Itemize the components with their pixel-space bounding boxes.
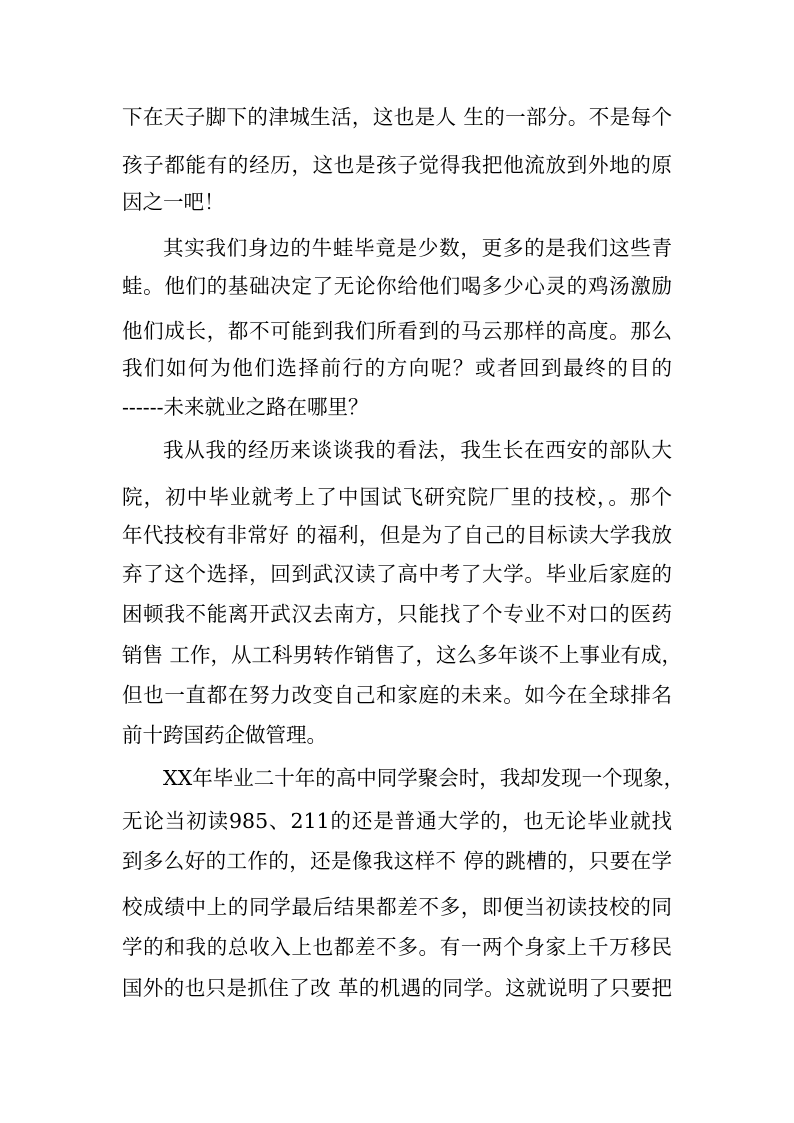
text-line: 孩子都能有的经历，这也是孩子觉得我把他流放到外地的原 (122, 153, 672, 177)
text-line: 院，初中毕业就考上了中国试飞研究院厂里的技校，。那个 (122, 485, 672, 509)
text-line: ------未来就业之路在哪里？ (122, 395, 369, 419)
text-line: 无论当初读985、211的还是普通大学的，也无论毕业就找 (122, 809, 672, 833)
paragraph-3-line-6 (0, 640, 794, 670)
paragraph-2-line-5 (0, 392, 794, 422)
paragraph-1-line-3 (0, 187, 794, 217)
text-line: 年代技校有非常好 的福利，但是为了自己的目标读大学我放 (122, 523, 672, 547)
paragraph-4-line-6 (0, 973, 794, 1003)
paragraph-2-line-1 (0, 233, 794, 263)
paragraph-4-line-1 (0, 763, 794, 793)
text-line: 困顿我不能离开武汉去南方，只能找了个专业不对口的医药 (122, 602, 672, 626)
paragraph-3-line-8 (0, 720, 794, 750)
paragraph-4-line-2 (0, 806, 794, 836)
text-line: 但也一直都在努力改变自己和家庭的未来。如今在全球排名 (122, 683, 672, 707)
paragraph-3-line-3 (0, 520, 794, 550)
paragraph-2-line-3 (0, 316, 794, 346)
paragraph-3-line-1 (0, 435, 794, 465)
text-line: 前十跨国药企做管理。 (122, 723, 327, 747)
paragraph-2-line-4 (0, 353, 794, 383)
paragraph-3-line-4 (0, 559, 794, 589)
text-line: 国外的也只是抓住了改 革的机遇的同学。这就说明了只要把 (122, 976, 672, 1000)
paragraph-3-line-7 (0, 680, 794, 710)
text-line: 我从我的经历来谈谈我的看法，我生长在西安的部队大 (163, 438, 672, 462)
paragraph-3-line-2 (0, 482, 794, 512)
text-line: 他们成长，都不可能到我们所看到的马云那样的高度。那么 (122, 319, 672, 343)
text-line: 下在天子脚下的津城生活，这也是人 生的一部分。不是每个 (122, 105, 672, 129)
text-line: 到多么好的工作的，还是像我这样不 停的跳槽的，只要在学 (122, 849, 672, 873)
text-line: 我们如何为他们选择前行的方向呢？或者回到最终的目的 (122, 356, 672, 380)
text-line: 蛙。他们的基础决定了无论你给他们喝多少心灵的鸡汤激励 (122, 274, 672, 298)
text-line: 其实我们身边的牛蛙毕竟是少数，更多的是我们这些青 (163, 236, 672, 260)
text-line: 弃了这个选择，回到武汉读了高中考了大学。毕业后家庭的 (122, 562, 672, 586)
text-line: 校成绩中上的同学最后结果都差不多，即便当初读技校的同 (122, 895, 672, 919)
paragraph-4-line-3 (0, 846, 794, 876)
text-line: 销售 工作，从工科男转作销售了，这么多年谈不上事业有成， (122, 643, 683, 667)
paragraph-4-line-5 (0, 932, 794, 962)
text-line: XX年毕业二十年的高中同学聚会时，我却发现一个现象， (163, 766, 685, 790)
paragraph-2-line-2 (0, 271, 794, 301)
paragraph-3-line-5 (0, 599, 794, 629)
text-line: 学的和我的总收入上也都差不多。有一两个身家上千万移民 (122, 935, 672, 959)
text-line: 因之一吧！ (122, 190, 225, 214)
paragraph-4-line-4 (0, 892, 794, 922)
paragraph-1-line-2 (0, 150, 794, 180)
paragraph-1-line-1 (0, 102, 794, 132)
